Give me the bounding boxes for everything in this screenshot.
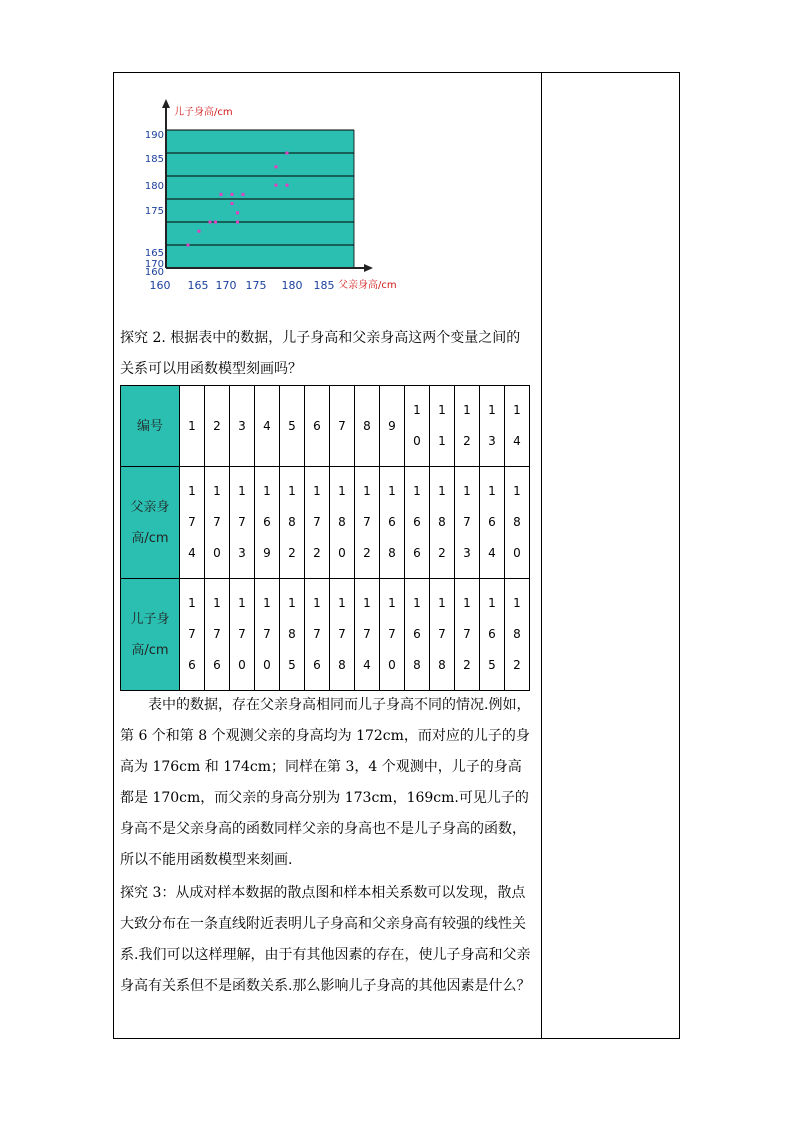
y-tick-label: 160 <box>144 267 164 278</box>
x-tick-label: 180 <box>281 279 303 292</box>
number-cell-value: 1 0 <box>413 403 421 448</box>
data-point <box>231 193 234 196</box>
number-cell-value: 7 <box>338 418 346 433</box>
table-row-number <box>121 386 530 467</box>
father-height-cell-value: 1 7 3 <box>238 484 246 560</box>
number-cell-value: 6 <box>313 418 321 433</box>
y-tick-label: 165 <box>144 248 164 259</box>
father-height-cell <box>205 467 230 579</box>
father-height-cell-value: 1 8 0 <box>338 484 346 560</box>
x-tick-label: 185 <box>313 279 335 292</box>
number-cell-value: 1 1 <box>438 403 446 448</box>
father-height-cell <box>430 467 455 579</box>
son-height-cell <box>305 579 330 691</box>
son-height-cell-value: 1 7 4 <box>363 596 371 672</box>
data-point <box>231 202 234 205</box>
son-height-cell <box>455 579 480 691</box>
son-height-cell-value: 1 7 0 <box>263 596 271 672</box>
x-axis-arrow <box>364 264 373 272</box>
son-height-cell-value: 1 8 5 <box>288 596 296 672</box>
number-cell <box>480 386 505 467</box>
data-point <box>286 184 289 187</box>
father-height-cell-value: 1 6 4 <box>488 484 496 560</box>
number-cell-value: 2 <box>213 418 221 433</box>
height-table <box>120 385 530 691</box>
inquiry-2-text: 探究 2. 根据表中的数据，儿子身高和父亲身高这两个变量之间的关系可以用函数模型刻画吗？ <box>120 330 521 377</box>
number-cell <box>430 386 455 467</box>
number-cell <box>305 386 330 467</box>
data-point <box>214 221 217 224</box>
son-height-cell-value: 1 7 8 <box>338 596 346 672</box>
son-height-cell-value: 1 7 0 <box>388 596 396 672</box>
son-height-cell <box>430 579 455 691</box>
x-axis-label: 父亲身高/cm <box>338 280 397 291</box>
father-height-cell <box>405 467 430 579</box>
number-cell-value: 1 3 <box>488 403 496 448</box>
son-height-cell-value: 1 7 6 <box>313 596 321 672</box>
son-height-cell <box>405 579 430 691</box>
y-tick-label: 170 <box>144 259 164 270</box>
data-point <box>209 221 212 224</box>
father-height-cell <box>505 467 530 579</box>
analysis-text: 表中的数据，存在父亲身高相同而儿子身高不同的情况.例如，第 6 个和第 8 个观测父亲的身高均为 172cm，而对应的儿子的身高为 176cm 和 174cm；同样在第 3，4 个观测中，儿子的身高都是 170cm，而父亲的身高分别为 173cm，169cm.可见儿子的身高不是父亲身高的函数同样父亲的身高也不是儿子身高的函数，所以不能用函数模型来刻画. <box>120 697 531 868</box>
inquiry-3-text: 探究 3：从成对样本数据的散点图和样本相关系数可以发现，散点大致分布在一条直线附近表明儿子身高和父亲身高有较强的线性关系.我们可以这样理解，由于有其他因素的存在，使儿子身高和父亲身高有关系但不是函数关系.那么影响儿子身高的其他因素是什么？ <box>120 885 531 994</box>
son-height-cell <box>280 579 305 691</box>
son-height-cell-value: 1 8 2 <box>513 596 521 672</box>
son-height-cell <box>480 579 505 691</box>
data-point <box>220 193 223 196</box>
son-height-cell-value: 1 7 2 <box>463 596 471 672</box>
father-height-cell <box>305 467 330 579</box>
y-tick-label: 175 <box>144 206 164 217</box>
y-tick-label: 180 <box>144 181 164 192</box>
number-cell <box>230 386 255 467</box>
table-row-father <box>121 467 530 579</box>
father-height-cell <box>280 467 305 579</box>
father-height-cell <box>355 467 380 579</box>
number-cell-value: 5 <box>288 418 296 433</box>
number-cell <box>505 386 530 467</box>
data-point <box>236 221 239 224</box>
number-cell <box>205 386 230 467</box>
father-height-cell-value: 1 7 2 <box>313 484 321 560</box>
header-number: 编号 <box>121 386 180 467</box>
table-row-son <box>121 579 530 691</box>
y-tick-label: 190 <box>144 130 164 141</box>
number-cell <box>180 386 205 467</box>
son-height-cell <box>180 579 205 691</box>
son-height-cell-value: 1 7 8 <box>438 596 446 672</box>
number-cell-value: 4 <box>263 418 271 433</box>
son-height-cell <box>505 579 530 691</box>
father-height-cell <box>255 467 280 579</box>
y-axis-label: 儿子身高/cm <box>174 107 233 118</box>
number-cell <box>355 386 380 467</box>
father-height-cell-value: 1 7 3 <box>463 484 471 560</box>
father-height-cell-value: 1 6 6 <box>413 484 421 560</box>
father-height-cell-value: 1 7 4 <box>188 484 196 560</box>
number-cell <box>405 386 430 467</box>
father-height-cell-value: 1 6 9 <box>263 484 271 560</box>
father-height-cell-value: 1 8 2 <box>288 484 296 560</box>
son-height-cell <box>330 579 355 691</box>
son-height-cell <box>255 579 280 691</box>
x-tick-label: 165 <box>187 279 209 292</box>
number-cell-value: 3 <box>238 418 246 433</box>
data-point <box>275 184 278 187</box>
number-cell <box>380 386 405 467</box>
data-point <box>187 244 190 247</box>
number-cell-value: 9 <box>388 418 396 433</box>
father-height-cell-value: 1 8 2 <box>438 484 446 560</box>
data-point <box>286 152 289 155</box>
number-cell <box>255 386 280 467</box>
father-height-cell <box>380 467 405 579</box>
son-height-cell-value: 1 7 6 <box>188 596 196 672</box>
y-tick-label: 185 <box>144 154 164 165</box>
son-height-cell <box>355 579 380 691</box>
father-height-cell-value: 1 6 8 <box>388 484 396 560</box>
y-axis-arrow <box>162 99 170 108</box>
x-tick-label: 170 <box>215 279 237 292</box>
scatter-chart <box>140 98 410 298</box>
son-height-cell <box>230 579 255 691</box>
header-son: 儿子身高/cm <box>121 579 180 691</box>
number-cell <box>330 386 355 467</box>
son-height-cell <box>205 579 230 691</box>
son-height-cell-value: 1 6 5 <box>488 596 496 672</box>
number-cell-value: 1 2 <box>463 403 471 448</box>
number-cell-value: 1 4 <box>513 403 521 448</box>
father-height-cell-value: 1 8 0 <box>513 484 521 560</box>
son-height-cell-value: 1 6 8 <box>413 596 421 672</box>
x-tick-label: 160 <box>149 279 171 292</box>
father-height-cell <box>180 467 205 579</box>
data-point <box>242 193 245 196</box>
number-cell <box>455 386 480 467</box>
data-point <box>275 165 278 168</box>
number-cell <box>280 386 305 467</box>
father-height-cell-value: 1 7 0 <box>213 484 221 560</box>
son-height-cell-value: 1 7 0 <box>238 596 246 672</box>
number-cell-value: 8 <box>363 418 371 433</box>
data-point <box>198 230 201 233</box>
number-cell-value: 1 <box>188 418 196 433</box>
data-point <box>236 211 239 214</box>
x-tick-label: 175 <box>245 279 267 292</box>
scatter-chart-svg <box>140 98 410 298</box>
father-height-cell <box>330 467 355 579</box>
son-height-cell-value: 1 7 6 <box>213 596 221 672</box>
father-height-cell <box>455 467 480 579</box>
father-height-cell <box>230 467 255 579</box>
column-divider <box>541 72 542 1039</box>
son-height-cell <box>380 579 405 691</box>
father-height-cell-value: 1 7 2 <box>363 484 371 560</box>
father-height-cell <box>480 467 505 579</box>
header-father: 父亲身高/cm <box>121 467 180 579</box>
